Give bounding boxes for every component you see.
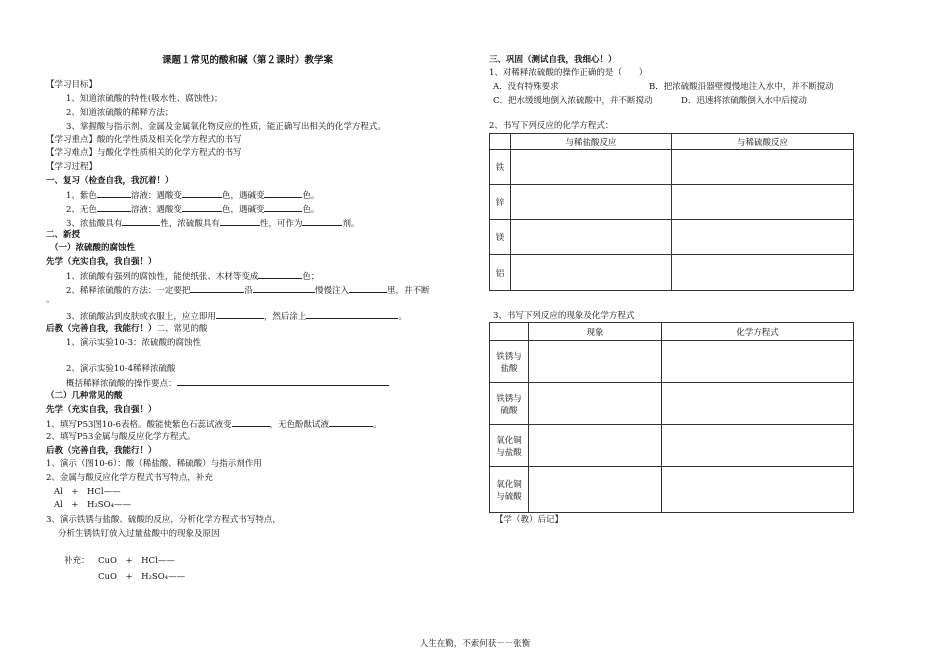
table-row <box>490 150 854 185</box>
row-label: 镁 <box>490 220 511 255</box>
row-label: 氧化铜 与硫酸 <box>490 467 529 513</box>
supplement-label: 补充： <box>64 556 90 566</box>
answer-cell[interactable] <box>511 185 672 220</box>
row-label: 铝 <box>490 255 511 291</box>
footer-quote: 人生在勤，不索何获－－张衡 <box>419 639 531 649</box>
option-b[interactable]: B．把浓硫酸沿器壁慢慢地注入水中，并不断搅动 <box>649 82 834 92</box>
reaction-table <box>489 322 854 513</box>
equation-1: Al + HCl—— <box>54 487 121 497</box>
option-a[interactable]: A．没有特殊要求 <box>493 82 559 92</box>
demo-2-summary: 概括稀释浓硫酸的操作要点： <box>66 377 389 390</box>
table-header-cell <box>490 323 529 341</box>
answer-cell[interactable] <box>662 425 854 467</box>
answer-cell[interactable] <box>672 150 854 185</box>
fill-blank[interactable] <box>264 189 302 198</box>
fill-blank[interactable] <box>258 270 302 279</box>
fill-blank[interactable] <box>97 203 131 212</box>
new-lesson-heading: 二、新授 <box>46 230 81 240</box>
review-heading: 一、复习（检查自我，我沉着！） <box>46 176 174 186</box>
difficulty: 【学习难点】与酸化学性质相关的化学方程式的书写 <box>46 148 242 158</box>
table-row <box>490 220 854 255</box>
fill-blank[interactable] <box>264 203 302 212</box>
row-label: 锌 <box>490 185 511 220</box>
process-heading: 【学习过程】 <box>46 162 98 172</box>
answer-cell[interactable] <box>529 467 662 513</box>
table-row <box>490 425 854 467</box>
answer-cell[interactable] <box>672 255 854 291</box>
demo-2: 2、演示实验10-4稀释浓硫酸 <box>66 364 176 374</box>
table-row <box>490 185 854 220</box>
answer-cell[interactable] <box>662 467 854 513</box>
objective-2: 2、知道浓硫酸的稀释方法； <box>66 108 174 118</box>
teach-point-2: 2、金属与酸反应化学方程式书写特点，补充 <box>46 473 213 483</box>
key-point: 【学习重点】酸的化学性质及相关化学方程式的书写 <box>46 135 242 145</box>
table-header-cell: 与稀硫酸反应 <box>672 134 854 150</box>
row-label: 铁 <box>490 150 511 185</box>
teach-point-3: 3、演示铁锈与盐酸、硫酸的反应，分析化学方程式书写特点， <box>46 515 281 525</box>
fill-blank[interactable] <box>329 418 373 427</box>
table-header-cell: 与稀盐酸反应 <box>511 134 672 150</box>
table-row <box>490 341 854 383</box>
equation-3: CuO + HCl—— <box>98 556 175 566</box>
pre-learn-heading: 先学（充实自我，我自强！） <box>46 257 157 267</box>
question-2: 2、书写下列反应的化学方程式： <box>489 121 614 131</box>
metal-acid-table <box>489 133 854 291</box>
table-header-row <box>490 323 854 341</box>
answer-cell[interactable] <box>511 220 672 255</box>
table-row <box>490 383 854 425</box>
option-d[interactable]: D．迅速将浓硫酸倒入水中后搅动 <box>681 96 807 106</box>
table-header-cell: 现象 <box>529 323 662 341</box>
table-header-cell <box>490 134 511 150</box>
review-item-3: 3、浓盐酸具有 性，浓硫酸具有 性，可作为 剂。 <box>66 219 360 229</box>
review-item-2: 2、无色 溶液：遇酸变 色，遇碱变 色。 <box>66 205 320 215</box>
option-c[interactable]: C．把水缓缓地倒入浓硫酸中，并不断搅动 <box>493 96 653 106</box>
question-3: 3、书写下列反应的现象及化学方程式 <box>493 311 635 321</box>
objective-1: 1、知道浓硫酸的特性(吸水性、腐蚀性)； <box>66 94 223 104</box>
answer-cell[interactable] <box>662 341 854 383</box>
answer-cell[interactable] <box>672 220 854 255</box>
table-row <box>490 467 854 513</box>
fill-blank[interactable] <box>190 284 244 293</box>
fill-blank[interactable] <box>97 189 131 198</box>
part1-heading: （一）浓硫酸的腐蚀性 <box>50 243 136 253</box>
fill-blank[interactable] <box>122 217 160 226</box>
answer-cell[interactable] <box>529 341 662 383</box>
pre-learn-heading-2: 先学（充实自我，我自强！） <box>46 405 157 415</box>
fill-blank[interactable] <box>182 203 222 212</box>
fill-blank[interactable] <box>253 284 315 293</box>
p1-item-2-end: 。 <box>46 295 55 305</box>
post-learn-1: 后教（完善自我，我能行！）二、常见的酸 <box>46 324 208 334</box>
section3-heading: 三、巩固（测试自我，我细心！） <box>489 55 617 65</box>
fill-blank[interactable] <box>302 217 342 226</box>
fill-blank[interactable] <box>306 310 398 319</box>
fill-blank[interactable] <box>349 284 387 293</box>
equation-2: Al + H₂SO₄—— <box>54 500 131 510</box>
p1-item-3: 3、浓硫酸沾到皮肤或衣服上，应立即用 ，然后涂上 。 <box>66 312 407 322</box>
answer-cell[interactable] <box>529 425 662 467</box>
table-header-row <box>490 134 854 150</box>
table-row <box>490 255 854 291</box>
p1-item-2: 2、稀释浓硫酸的方法：一定要把 沿 慢慢注入 里，并不断 <box>66 286 430 296</box>
row-label: 铁锈与 盐酸 <box>490 341 529 383</box>
fill-blank[interactable] <box>220 217 260 226</box>
page-title: 课题１常见的酸和碱（第２课时）教学案 <box>162 55 334 66</box>
demo-1: 1、演示实验10-3：浓硫酸的腐蚀性 <box>66 338 202 348</box>
post-learn-heading-2: 后教（完善自我，我能行！） <box>46 446 157 456</box>
answer-cell[interactable] <box>529 383 662 425</box>
row-label: 铁锈与 硫酸 <box>490 383 529 425</box>
answer-cell[interactable] <box>511 255 672 291</box>
fill-blank[interactable] <box>216 310 264 319</box>
p2-item-1: 1、填写P53图10-6表格。酸能使紫色石蕊试液变 ，无色酚酞试液 。 <box>46 420 382 430</box>
row-label: 氧化铜 与盐酸 <box>490 425 529 467</box>
objectives-heading: 【学习目标】 <box>46 80 98 90</box>
fill-blank[interactable] <box>182 189 222 198</box>
review-item-1: 1、紫色 溶液：遇酸变 色，遇碱变 色。 <box>66 191 320 201</box>
question-1: 1、对稀释浓硫酸的操作正确的是（ ） <box>489 68 648 78</box>
equation-4: CuO + H₂SO₄—— <box>98 572 186 582</box>
answer-cell[interactable] <box>662 383 854 425</box>
table-header-cell: 化学方程式 <box>662 323 854 341</box>
fill-blank[interactable] <box>232 418 270 427</box>
fill-blank[interactable] <box>177 377 389 386</box>
p1-item-1: 1、浓硫酸有强列的腐蚀性，能使纸张、木材等变成 色； <box>66 272 320 282</box>
objective-3: 3、掌握酸与指示剂、金属及金属氧化物反应的性质，能正确写出相关的化学方程式。 <box>66 122 386 132</box>
part2-heading: （二）几种常见的酸 <box>46 391 123 401</box>
answer-cell[interactable] <box>511 150 672 185</box>
teach-point-3b: 分析生锈铁钉放入过量盐酸中的现象及原因 <box>58 529 220 539</box>
teach-point-1: 1、演示（图10-6）：酸（稀盐酸、稀硫酸）与指示剂作用 <box>46 459 262 469</box>
post-lesson-note: 【学（教）后记】 <box>495 515 564 525</box>
answer-cell[interactable] <box>672 185 854 220</box>
p2-item-2: 2、填写P53金属与酸反应化学方程式。 <box>46 432 196 442</box>
